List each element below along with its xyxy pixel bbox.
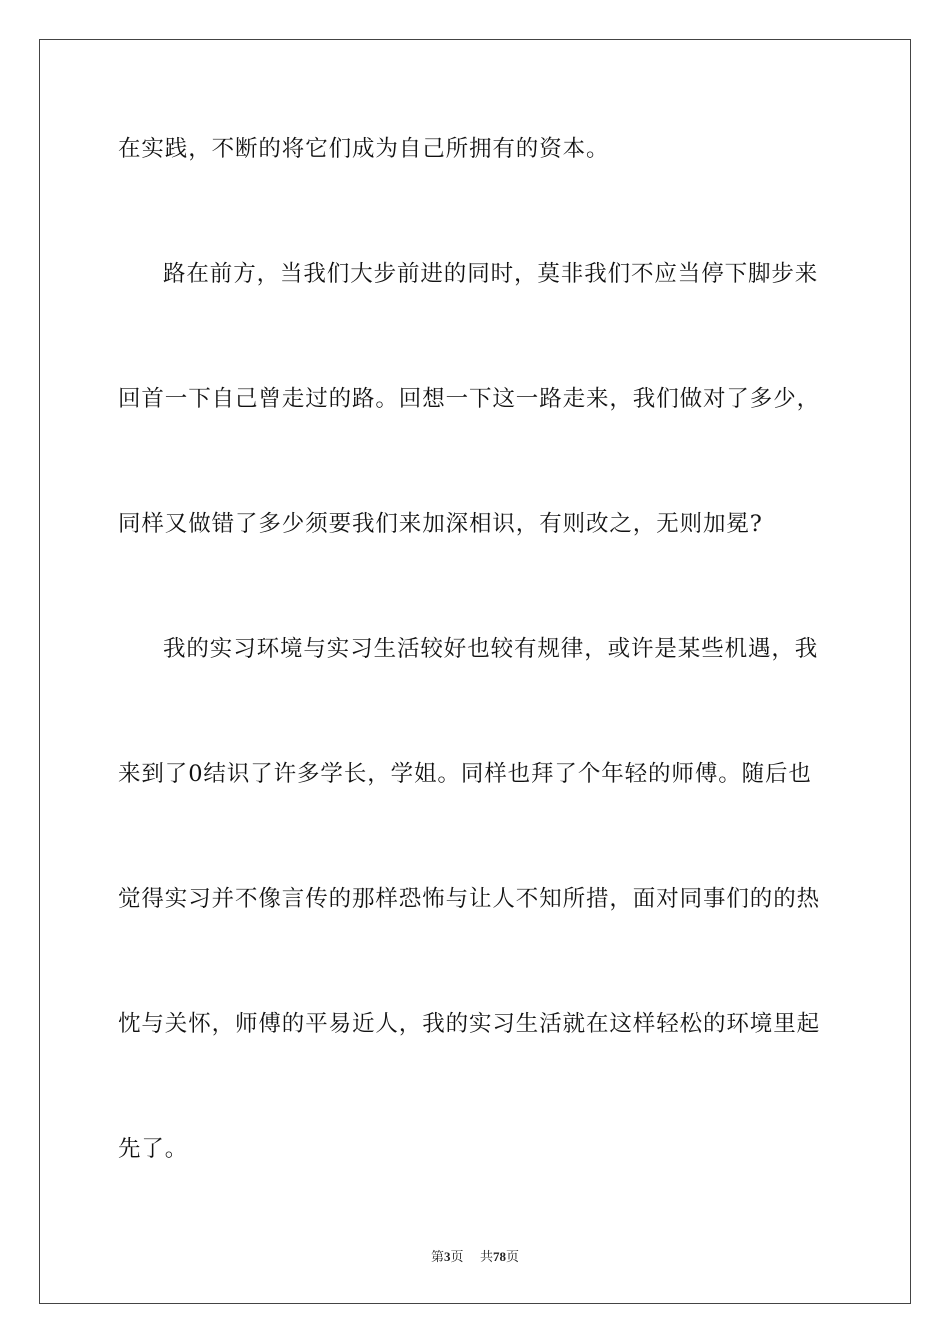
text-line-1: 在实践，不断的将它们成为自己所拥有的资本。	[118, 136, 610, 162]
page-border	[39, 39, 911, 1304]
text-line-2: 路在前方，当我们大步前进的同时，莫非我们不应当停下脚步来	[163, 261, 819, 287]
text-line-4: 同样又做错了多少须要我们来加深相识，有则改之，无则加冕?	[118, 511, 763, 537]
text-line-6: 来到了0结识了许多学长，学姐。同样也拜了个年轻的师傅。随后也	[118, 761, 812, 787]
total-suffix: 页	[506, 1250, 520, 1265]
text-line-5: 我的实习环境与实习生活较好也较有规律，或许是某些机遇，我	[163, 636, 819, 662]
page-prefix: 第	[430, 1250, 444, 1265]
total-pages: 78	[493, 1249, 507, 1264]
page-number: 3	[443, 1249, 451, 1264]
page-footer	[0, 1248, 950, 1267]
text-line-8: 忱与关怀，师傅的平易近人，我的实习生活就在这样轻松的环境里起	[118, 1011, 821, 1037]
text-line-9: 先了。	[118, 1136, 189, 1162]
text-line-7: 觉得实习并不像言传的那样恐怖与让人不知所措，面对同事们的的热	[118, 886, 821, 912]
page-suffix: 页	[450, 1250, 464, 1265]
total-prefix: 共	[480, 1250, 494, 1265]
text-line-3: 回首一下自己曾走过的路。回想一下这一路走来，我们做对了多少，	[118, 386, 821, 412]
